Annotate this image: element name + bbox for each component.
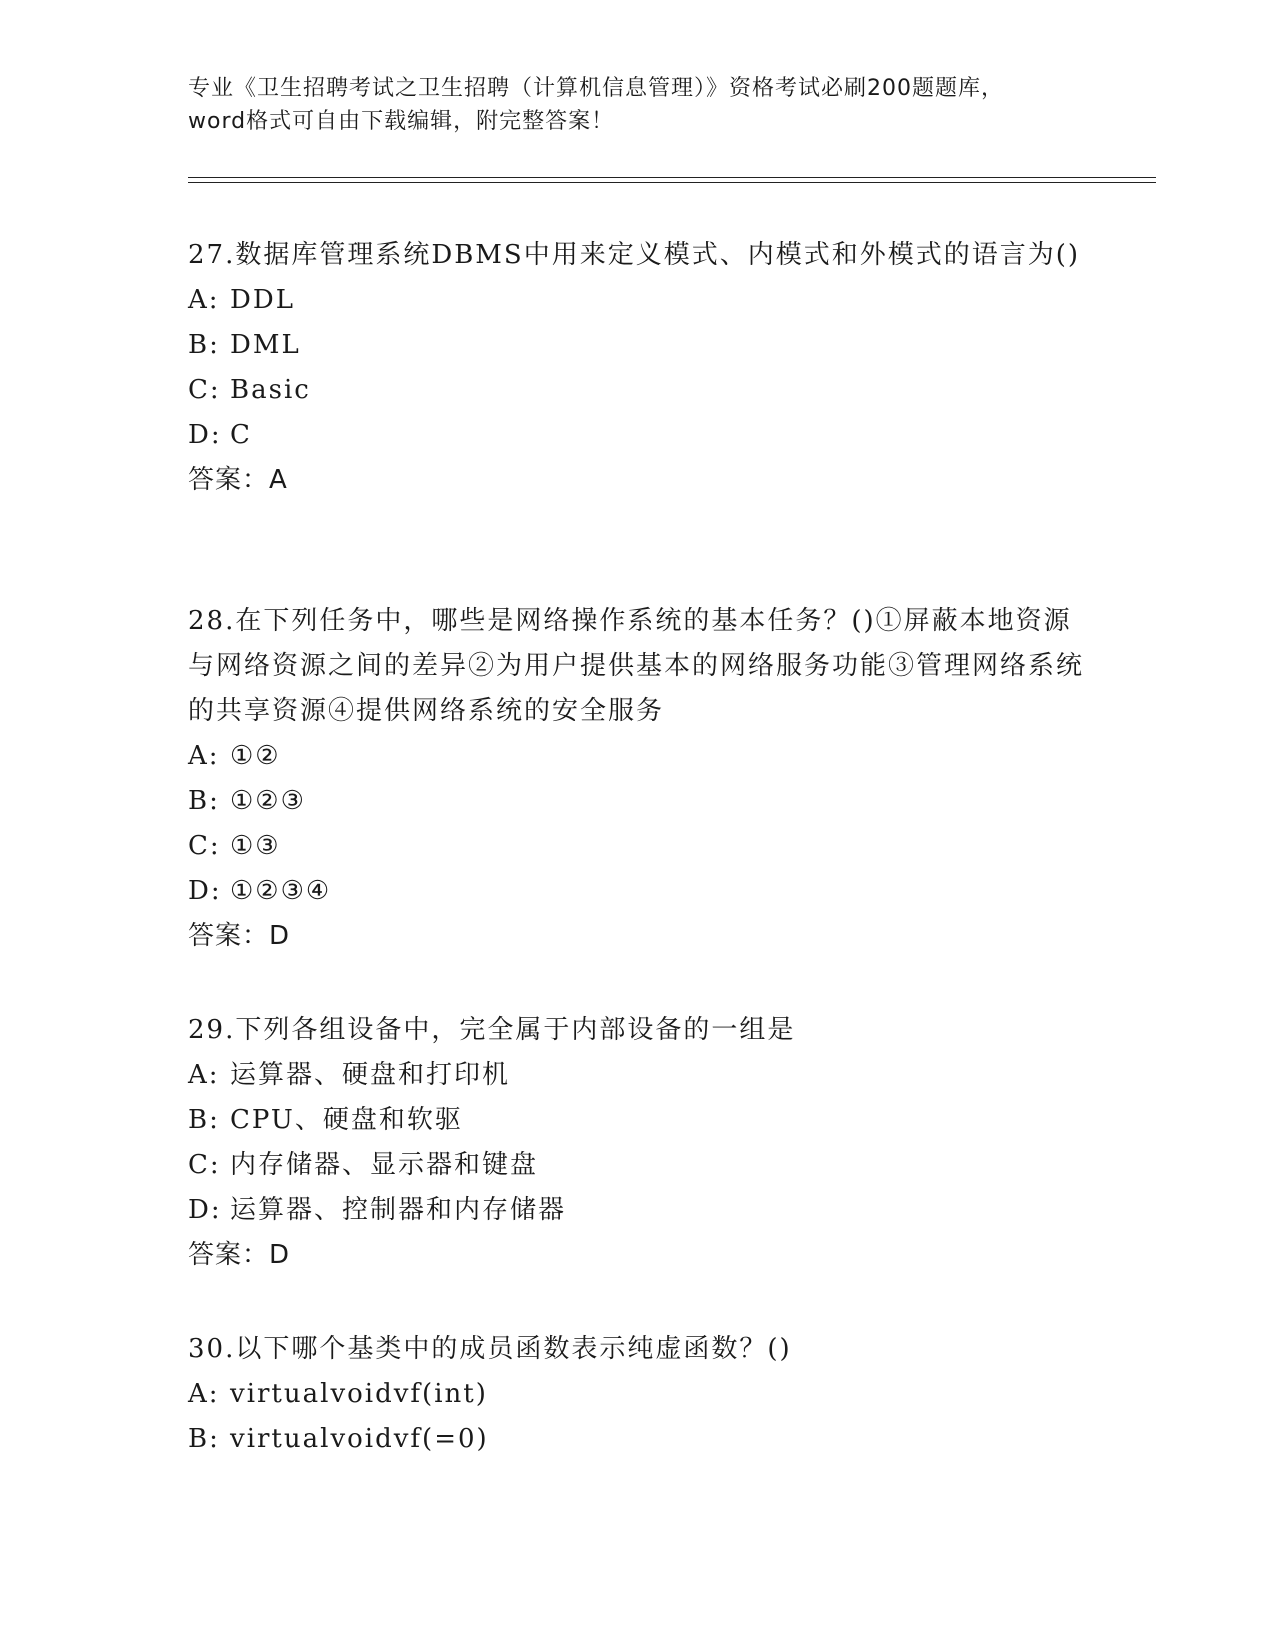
option-text: CPU、硬盘和软驱 xyxy=(230,1105,463,1135)
answer-line: 答案：A xyxy=(188,465,288,495)
option-text: C xyxy=(230,420,252,450)
option-letter: A: xyxy=(188,285,220,315)
option-text: ①③ xyxy=(230,831,281,861)
option-c xyxy=(188,1143,1088,1188)
option-b xyxy=(188,1417,1088,1462)
option-c xyxy=(188,368,1088,413)
option-b xyxy=(188,1098,1088,1143)
option-letter: D: xyxy=(188,1195,222,1225)
option-a xyxy=(188,278,1088,323)
option-c xyxy=(188,824,1088,869)
option-letter: A: xyxy=(188,741,220,771)
question-30 xyxy=(188,1327,1088,1462)
option-text: ①②③ xyxy=(230,786,306,816)
question-text: 29.下列各组设备中，完全属于内部设备的一组是 xyxy=(188,1015,796,1045)
option-letter: B: xyxy=(188,786,220,816)
option-letter: B: xyxy=(188,330,220,360)
option-text: DDL xyxy=(230,285,295,315)
question-28 xyxy=(188,599,1088,959)
option-text: ①② xyxy=(230,741,281,771)
header-line-2: word格式可自由下载编辑，附完整答案！ xyxy=(188,109,615,134)
header-rule-top xyxy=(188,177,1156,178)
option-b xyxy=(188,779,1088,824)
option-text: DML xyxy=(230,330,301,360)
header-rule-bottom xyxy=(188,182,1156,183)
option-letter: A: xyxy=(188,1379,220,1409)
document-header xyxy=(188,72,1088,138)
question-text: 27.数据库管理系统DBMS中用来定义模式、内模式和外模式的语言为() xyxy=(188,240,1081,270)
option-d xyxy=(188,869,1088,914)
option-letter: A: xyxy=(188,1060,220,1090)
question-text: 30.以下哪个基类中的成员函数表示纯虚函数？() xyxy=(188,1334,792,1364)
option-text: 内存储器、显示器和键盘 xyxy=(230,1150,539,1180)
option-letter: C: xyxy=(188,375,221,405)
option-text: virtualvoidvf(int) xyxy=(230,1379,488,1409)
question-27 xyxy=(188,233,1088,503)
answer-line: 答案：D xyxy=(188,1240,291,1270)
option-text: Basic xyxy=(230,375,311,405)
question-29 xyxy=(188,1008,1088,1278)
option-d xyxy=(188,1188,1088,1233)
option-a xyxy=(188,1372,1088,1417)
option-text: 运算器、硬盘和打印机 xyxy=(230,1060,511,1090)
option-letter: C: xyxy=(188,831,221,861)
option-letter: D: xyxy=(188,420,222,450)
option-letter: B: xyxy=(188,1424,220,1454)
option-text: 运算器、控制器和内存储器 xyxy=(230,1195,567,1225)
option-a xyxy=(188,734,1088,779)
header-line-1: 专业《卫生招聘考试之卫生招聘（计算机信息管理）》资格考试必刷200题题库， xyxy=(188,76,1004,101)
question-text: 28.在下列任务中，哪些是网络操作系统的基本任务？()①屏蔽本地资源与网络资源之间的差异②为用户提供基本的网络服务功能③管理网络系统的共享资源④提供网络系统的安全服务 xyxy=(188,606,1085,726)
option-letter: D: xyxy=(188,876,222,906)
option-letter: B: xyxy=(188,1105,220,1135)
option-text: ①②③④ xyxy=(230,876,332,906)
option-letter: C: xyxy=(188,1150,221,1180)
option-a xyxy=(188,1053,1088,1098)
option-text: virtualvoidvf(=0) xyxy=(230,1424,489,1454)
option-b xyxy=(188,323,1088,368)
option-d xyxy=(188,413,1088,458)
answer-line: 答案：D xyxy=(188,921,291,951)
